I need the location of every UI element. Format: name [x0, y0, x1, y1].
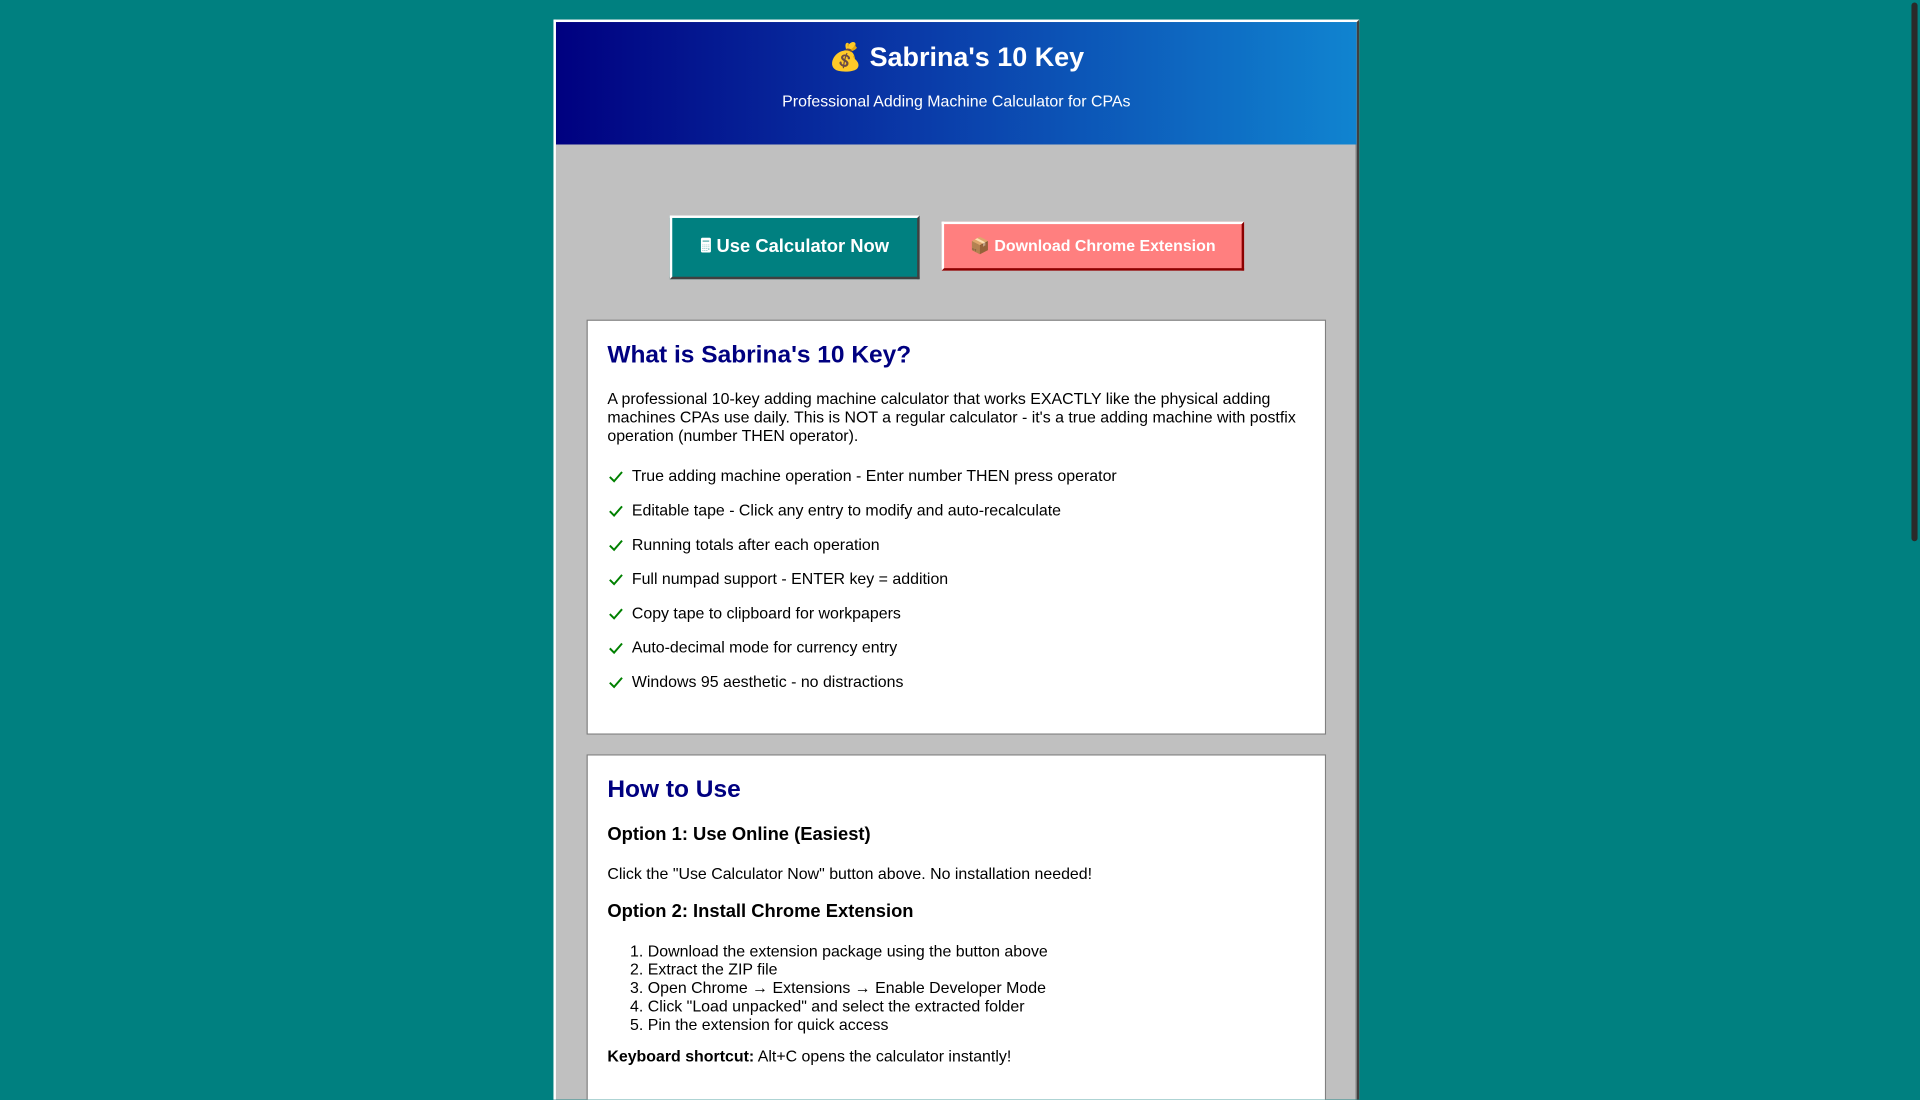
download-extension-label: Download Chrome Extension	[994, 236, 1216, 255]
page-header	[556, 22, 1357, 144]
use-calculator-label: Use Calculator Now	[716, 236, 890, 258]
step-item: 3. Open Chrome → Extensions → Enable Developer Mode	[648, 978, 1048, 996]
page-title	[556, 42, 1357, 74]
check-icon	[607, 502, 624, 519]
page-scrollbar[interactable]	[1907, 0, 1920, 1080]
option1-text: Click the "Use Calculator Now" button above. No installation needed!	[607, 864, 1093, 883]
feature-text: Editable tape - Click any entry to modify and auto-recalculate	[631, 500, 1061, 520]
option1-heading: Option 1: Use Online (Easiest)	[607, 824, 871, 845]
page-subtitle: Professional Adding Machine Calculator for CPAs	[782, 91, 1131, 111]
feature-item	[607, 569, 1116, 603]
feature-item	[607, 467, 1116, 501]
download-extension-button[interactable]	[942, 222, 1244, 271]
about-heading: What is Sabrina's 10 Key?	[607, 341, 912, 369]
use-calculator-button[interactable]	[670, 216, 920, 280]
package-icon: 📦	[970, 236, 990, 255]
calculator-icon: 🖩	[700, 236, 712, 258]
feature-list	[607, 467, 1116, 707]
shortcut-text: Alt+C opens the calculator instantly!	[757, 1046, 1012, 1066]
check-icon	[607, 468, 624, 485]
feature-text: Full numpad support - ENTER key = addition	[631, 569, 949, 588]
install-steps	[607, 942, 1047, 1034]
option2-heading: Option 2: Install Chrome Extension	[607, 901, 914, 923]
feature-text: True adding machine operation - Enter number THEN press operator	[631, 466, 1117, 485]
check-icon	[607, 605, 624, 622]
check-icon	[607, 571, 624, 588]
page-title-text: Sabrina's 10 Key	[869, 41, 1085, 73]
step-item: 5. Pin the extension for quick access	[648, 1015, 1048, 1033]
scrollbar-thumb[interactable]	[1911, 2, 1917, 541]
check-icon	[607, 673, 624, 690]
step-item: 1. Download the extension package using the button above	[648, 942, 1048, 960]
about-panel	[587, 320, 1327, 735]
about-description: A professional 10-key adding machine calculator that works EXACTLY like the physical adding machines CPAs use daily. This is NOT a regular calculator - it's a true adding machine with postfix operation (number THEN operator).	[607, 389, 1296, 445]
how-to-heading: How to Use	[607, 776, 741, 804]
check-icon	[607, 536, 624, 553]
keyboard-shortcut	[607, 1047, 1011, 1065]
feature-text: Copy tape to clipboard for workpapers	[631, 603, 901, 623]
feature-text: Auto-decimal mode for currency entry	[631, 637, 898, 657]
step-item: 2. Extract the ZIP file	[648, 960, 1048, 978]
money-bag-icon: 💰	[828, 41, 863, 73]
feature-item	[607, 501, 1116, 535]
feature-item	[607, 535, 1116, 569]
feature-text: Windows 95 aesthetic - no distractions	[631, 672, 904, 691]
check-icon	[607, 639, 624, 656]
shortcut-label: Keyboard shortcut:	[607, 1046, 755, 1066]
feature-item	[607, 604, 1116, 638]
how-to-panel	[587, 754, 1327, 1099]
main-window	[553, 20, 1359, 1100]
feature-text: Running totals after each operation	[631, 535, 880, 554]
step-item: 4. Click "Load unpacked" and select the extracted folder	[648, 997, 1048, 1015]
feature-item	[607, 672, 1116, 706]
feature-item	[607, 638, 1116, 672]
